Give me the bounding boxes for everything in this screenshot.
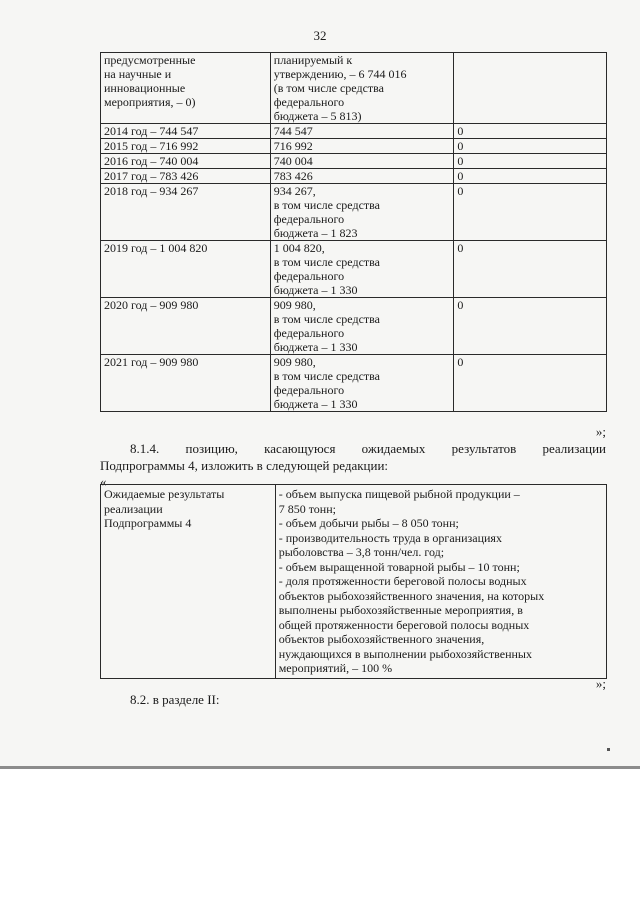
table-row xyxy=(101,139,607,154)
table-cell: 934 267, в том числе средства федерального бюджета – 1 823 xyxy=(270,184,454,241)
table-cell: 2014 год – 744 547 xyxy=(101,124,271,139)
opening-quote: « xyxy=(100,474,107,489)
table-cell: предусмотренные на научные и инновационные мероприятия, – 0) xyxy=(101,53,271,124)
table-cell: 0 xyxy=(454,139,607,154)
table-row xyxy=(101,169,607,184)
table-cell: 909 980, в том числе средства федерального бюджета – 1 330 xyxy=(270,355,454,412)
closing-quote-2: »; xyxy=(595,676,606,691)
table-cell: 740 004 xyxy=(270,154,454,169)
table-cell xyxy=(454,53,607,124)
table-cell: 2019 год – 1 004 820 xyxy=(101,241,271,298)
table-row xyxy=(101,53,607,124)
paragraph-line-2: Подпрограммы 4, изложить в следующей редакции: xyxy=(100,458,389,473)
table-cell: 0 xyxy=(454,241,607,298)
page-edge xyxy=(0,766,640,769)
table-row xyxy=(101,184,607,241)
table-cell: 0 xyxy=(454,124,607,139)
table-cell: 0 xyxy=(454,355,607,412)
section-8-2: 8.2. в разделе II: xyxy=(130,692,220,707)
table-cell: 909 980, в том числе средства федерального бюджета – 1 330 xyxy=(270,298,454,355)
table-cell: планируемый к утверждению, – 6 744 016 (в том числе средства федерального бюджета – 5 813) xyxy=(270,53,454,124)
table-cell: 0 xyxy=(454,298,607,355)
funding-table xyxy=(100,52,607,412)
table-row xyxy=(101,241,607,298)
scan-dot xyxy=(607,748,610,751)
results-label: Ожидаемые результаты реализации Подпрограммы 4 xyxy=(101,485,276,679)
closing-quote-1: »; xyxy=(595,424,606,439)
results-content: - объем выпуска пищевой рыбной продукции – 7 850 тонн; - объем добычи рыбы – 8 050 тонн; - производительность труда в организациях рыболовства – 3,8 тонн/чел. год; - объем выращенной товарной рыбы – 10 тонн; - доля протяженности береговой полосы водных объектов рыбохозяйственного значения, на которых выполнены рыбохозяйственные мероприятия, в общей протяженности береговой полосы водных объектов рыбохозяйственного значения, нуждающихся в выполнении рыбохозяйственных мероприятий, – 100 % xyxy=(275,485,606,679)
table-row xyxy=(101,124,607,139)
table-cell: 716 992 xyxy=(270,139,454,154)
table-cell: 0 xyxy=(454,154,607,169)
table-cell: 2021 год – 909 980 xyxy=(101,355,271,412)
table-row xyxy=(101,154,607,169)
paragraph-8-1-4 xyxy=(100,440,606,474)
table-cell: 0 xyxy=(454,184,607,241)
table-cell: 783 426 xyxy=(270,169,454,184)
table-cell: 2015 год – 716 992 xyxy=(101,139,271,154)
table-row xyxy=(101,298,607,355)
table-cell: 2016 год – 740 004 xyxy=(101,154,271,169)
table-cell: 2018 год – 934 267 xyxy=(101,184,271,241)
table-cell: 2017 год – 783 426 xyxy=(101,169,271,184)
table-cell: 0 xyxy=(454,169,607,184)
table-row xyxy=(101,485,607,679)
paragraph-line-1: 8.1.4. позицию, касающуюся ожидаемых результатов реализации xyxy=(130,441,606,456)
table-cell: 1 004 820, в том числе средства федерального бюджета – 1 330 xyxy=(270,241,454,298)
expected-results-table xyxy=(100,484,607,679)
page-number: 32 xyxy=(313,28,327,43)
table-row xyxy=(101,355,607,412)
table-cell: 2020 год – 909 980 xyxy=(101,298,271,355)
table-cell: 744 547 xyxy=(270,124,454,139)
